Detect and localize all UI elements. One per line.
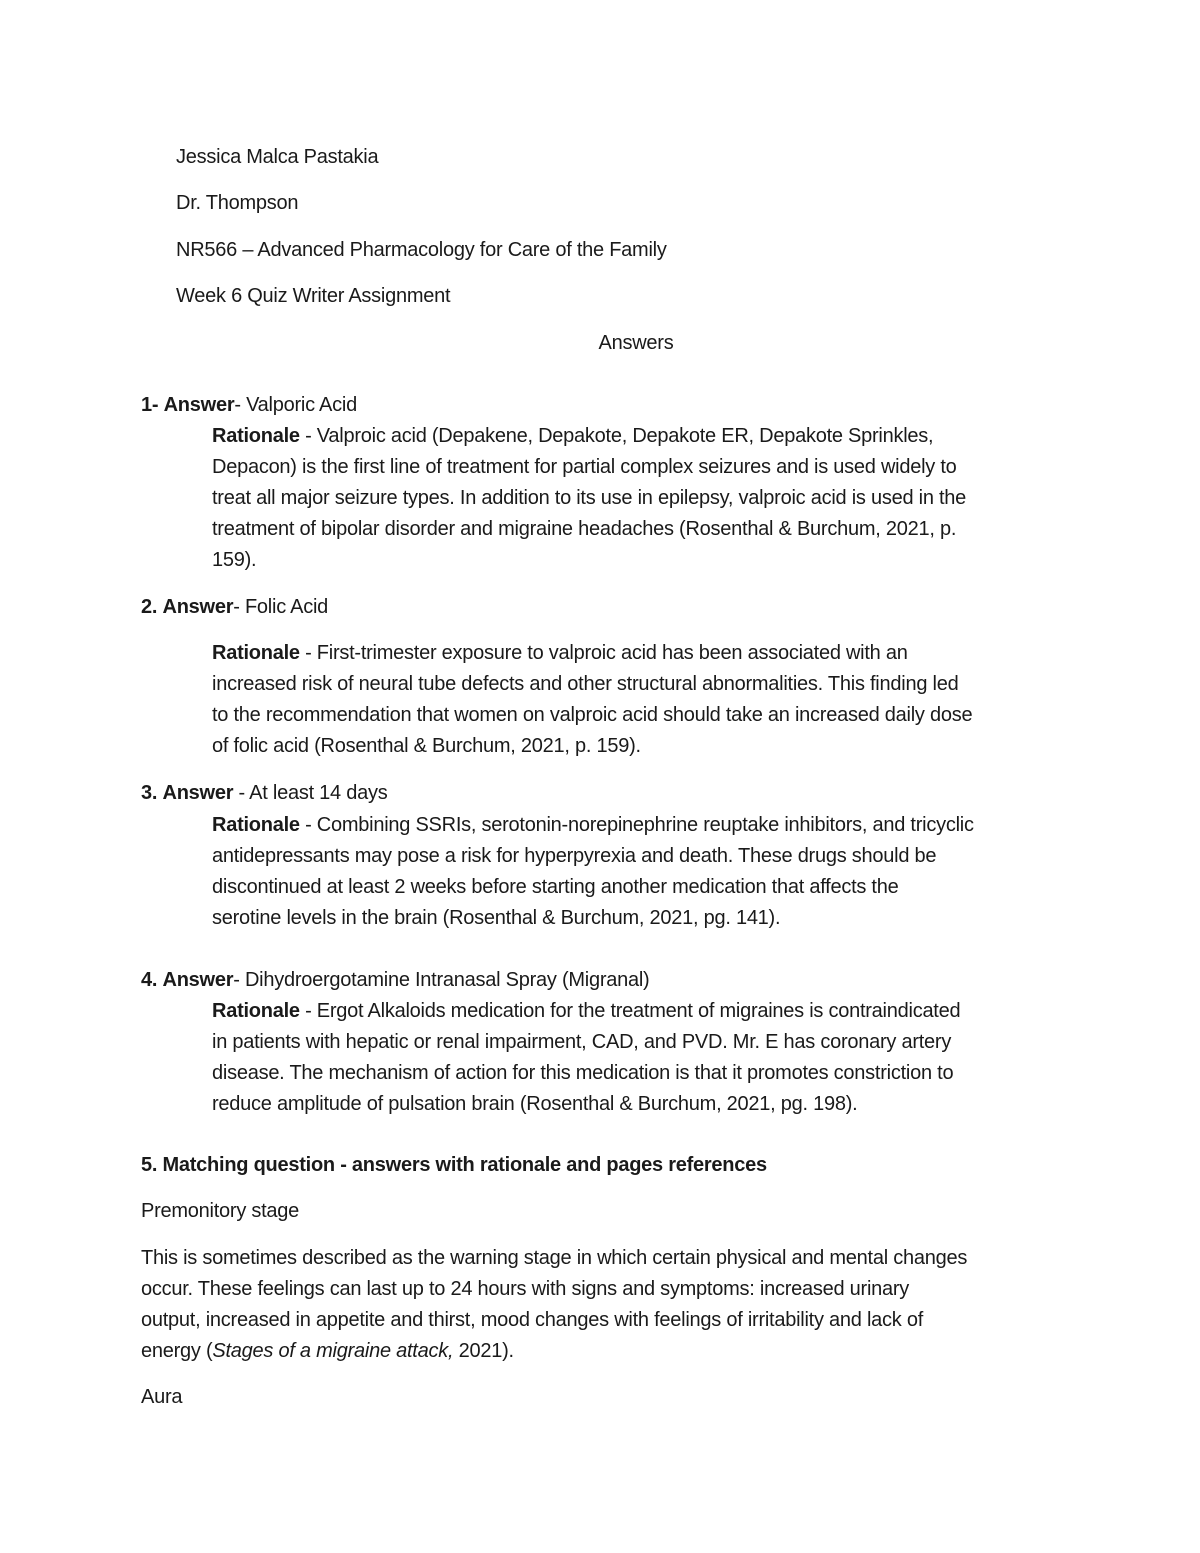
answer-4-number: 4. <box>141 969 158 991</box>
answer-1-label: Answer <box>163 394 235 416</box>
assignment-title: Week 6 Quiz Writer Assignment <box>176 285 451 307</box>
answer-4-label: Answer <box>162 969 234 991</box>
rationale-4-line-1: Rationale - Ergot Alkaloids medication for the treatment of migraines is contraindicated <box>212 1000 961 1022</box>
answer-4-text: Dihydroergotamine Intranasal Spray (Migranal) <box>244 969 650 991</box>
author-name: Jessica Malca Pastakia <box>176 146 379 168</box>
answer-1-text: Valporic Acid <box>246 394 357 416</box>
rationale-3-line-3: discontinued at least 2 weeks before starting another medication that affects the <box>212 876 899 898</box>
rationale-3-line-4: serotine levels in the brain (Rosenthal & Burchum, 2021, pg. 141). <box>212 907 781 929</box>
rationale-2-line-3: to the recommendation that women on valproic acid should take an increased daily dose <box>212 704 973 726</box>
rationale-2-line-4: of folic acid (Rosenthal & Burchum, 2021, p. 159). <box>212 735 641 757</box>
answer-3-text: At least 14 days <box>249 782 388 804</box>
rationale-1-line-5: 159). <box>212 549 257 571</box>
rationale-2-line-1: Rationale - First-trimester exposure to valproic acid has been associated with an <box>212 642 908 664</box>
premonitory-line-3: output, increased in appetite and thirst, mood changes with feelings of irritability and lack of <box>141 1309 924 1331</box>
answer-1-number: 1- <box>141 394 159 416</box>
answer-2-number: 2. <box>141 596 158 618</box>
answer-4-separator: - <box>233 969 245 991</box>
answer-2-label: Answer <box>162 596 234 618</box>
aura-stage-title: Aura <box>141 1386 183 1408</box>
answer-3-number: 3. <box>141 782 158 804</box>
rationale-3-line-2: antidepressants may pose a risk for hyperpyrexia and death. These drugs should be <box>212 845 937 867</box>
answer-2-separator: - <box>233 596 245 618</box>
rationale-2-label: Rationale <box>212 642 300 664</box>
premonitory-stage-title: Premonitory stage <box>141 1200 300 1222</box>
rationale-4-line-3: disease. The mechanism of action for this medication is that it promotes constriction to <box>212 1062 954 1084</box>
citation-title: Stages of a migraine attack, <box>212 1340 454 1362</box>
section-title: Answers <box>598 332 674 354</box>
rationale-4-line-4: reduce amplitude of pulsation brain (Rosenthal & Burchum, 2021, pg. 198). <box>212 1093 858 1115</box>
premonitory-line-1: This is sometimes described as the warning stage in which certain physical and mental changes <box>141 1247 968 1269</box>
rationale-3-label: Rationale <box>212 814 300 836</box>
answer-3-line <box>141 781 387 805</box>
matching-question-title: 5. Matching question - answers with rationale and pages references <box>141 1154 767 1176</box>
rationale-1-line-3: treat all major seizure types. In addition to its use in epilepsy, valproic acid is used in the <box>212 487 967 509</box>
rationale-4-line-2: in patients with hepatic or renal impairment, CAD, and PVD. Mr. E has coronary artery <box>212 1031 952 1053</box>
course-title: NR566 – Advanced Pharmacology for Care of the Family <box>176 239 667 261</box>
answer-3-label: Answer <box>162 782 234 804</box>
premonitory-line-2: occur. These feelings can last up to 24 hours with signs and symptoms: increased urinary <box>141 1278 910 1300</box>
rationale-3-line-1: Rationale - Combining SSRIs, serotonin-norepinephrine reuptake inhibitors, and tricyclic <box>212 814 974 836</box>
answer-1-line <box>141 393 357 417</box>
rationale-2-line-2: increased risk of neural tube defects and other structural abnormalities. This finding led <box>212 673 959 695</box>
answer-2-text: Folic Acid <box>244 596 329 618</box>
answer-4-line <box>141 968 649 992</box>
rationale-1-label: Rationale <box>212 425 300 447</box>
answer-1-separator: - <box>234 394 247 416</box>
premonitory-line-4: energy (Stages of a migraine attack, 2021). <box>141 1340 514 1362</box>
answer-3-separator: - <box>233 782 250 804</box>
instructor-name: Dr. Thompson <box>176 192 299 214</box>
rationale-4-label: Rationale <box>212 1000 300 1022</box>
answer-2-line <box>141 595 328 619</box>
rationale-1-line-4: treatment of bipolar disorder and migraine headaches (Rosenthal & Burchum, 2021, p. <box>212 518 957 540</box>
rationale-1-line-2: Depacon) is the first line of treatment for partial complex seizures and is used widely to <box>212 456 957 478</box>
rationale-1-line-1: Rationale - Valproic acid (Depakene, Depakote, Depakote ER, Depakote Sprinkles, <box>212 425 934 447</box>
